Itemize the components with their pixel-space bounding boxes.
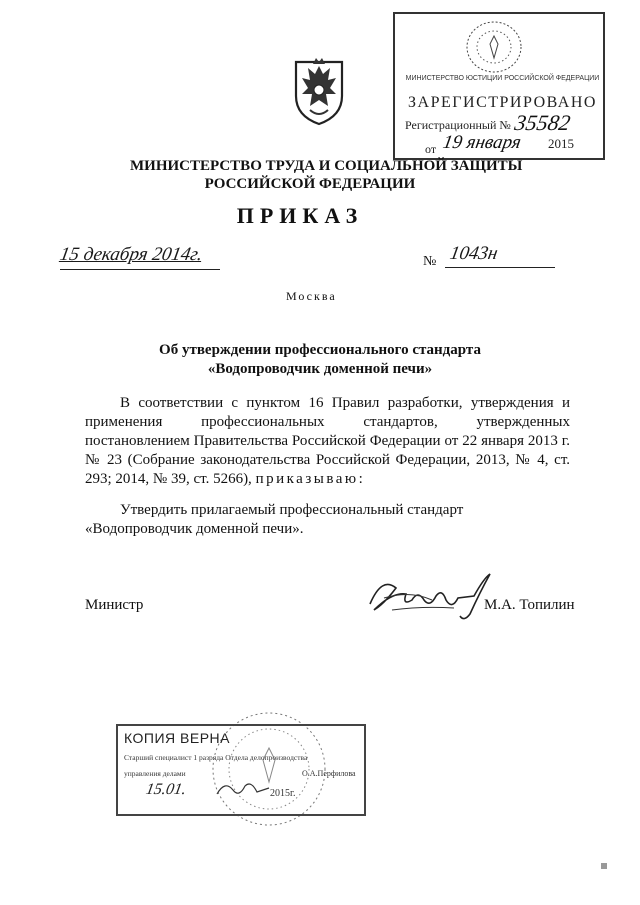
stamp-ministry-name: МИНИСТЕРСТВО ЮСТИЦИИ РОССИЙСКОЙ ФЕДЕРАЦИИ <box>405 75 600 82</box>
coat-of-arms-emblem <box>288 52 350 126</box>
subject-line-1: Об утверждении профессионального стандарта <box>159 342 481 358</box>
copy-stamp-year: 2015г. <box>270 788 296 799</box>
ministry-line-1: МИНИСТЕРСТВО ТРУДА И СОЦИАЛЬНОЙ ЗАЩИТЫ <box>130 158 523 174</box>
copy-stamp-signer: О.А.Перфилова <box>302 769 356 778</box>
signatory-title: Министр <box>85 597 144 613</box>
stamp-from-label: от <box>425 142 437 156</box>
body-paragraph-1-text: В соответствии с пунктом 16 Правил разработки, утверждения и применения профессиональных стандартов, утвержденных постановлением Правительства Российской Федерации от 22 января 2013 г. № 23 (Собрание законодательства Российской Федерации, 2013, № 4, ст. 293; 2014, № 39, ст. 5266), <box>85 395 570 487</box>
stamp-reg-number: 35582 <box>512 110 573 135</box>
copy-stamp-signature <box>213 778 273 800</box>
order-date-handwritten: 15 декабря 2014г. <box>58 244 205 265</box>
stamp-reg-date: 19 января <box>441 132 523 153</box>
registration-seal-icon <box>463 18 525 76</box>
copy-stamp-date: 15.01. <box>144 781 188 798</box>
handwritten-signature <box>362 570 497 625</box>
copy-stamp-position: Старший специалист 1 разряда Отдела делопроизводства <box>124 753 308 762</box>
subject-line-2: «Водопроводчик доменной печи» <box>207 361 433 377</box>
order-word: приказываю: <box>255 471 366 487</box>
stamp-reg-year: 2015 <box>548 136 574 151</box>
registration-stamp <box>393 12 605 160</box>
order-number-prefix: № <box>423 254 437 269</box>
document-type-title: ПРИКАЗ <box>236 203 364 228</box>
stamp-reg-number-label: Регистрационный № <box>405 118 511 132</box>
certified-copy-stamp <box>116 724 366 816</box>
page-mark <box>600 862 608 870</box>
ministry-line-2: РОССИЙСКОЙ ФЕДЕРАЦИИ <box>204 176 416 192</box>
city-name: Москва <box>286 289 337 303</box>
copy-stamp-title: КОПИЯ ВЕРНА <box>124 730 230 746</box>
ministry-header <box>130 157 523 193</box>
signatory-name: М.А. Топилин <box>484 597 575 613</box>
body-paragraph-1 <box>85 394 570 489</box>
copy-stamp-department: управления делами <box>124 769 186 778</box>
order-number-handwritten: 1043н <box>448 243 500 264</box>
order-subject <box>130 341 510 379</box>
stamp-registered-label: ЗАРЕГИСТРИРОВАНО <box>408 94 597 111</box>
body-paragraph-2: Утвердить прилагаемый профессиональный стандарт «Водопроводчик доменной печи». <box>85 502 464 537</box>
